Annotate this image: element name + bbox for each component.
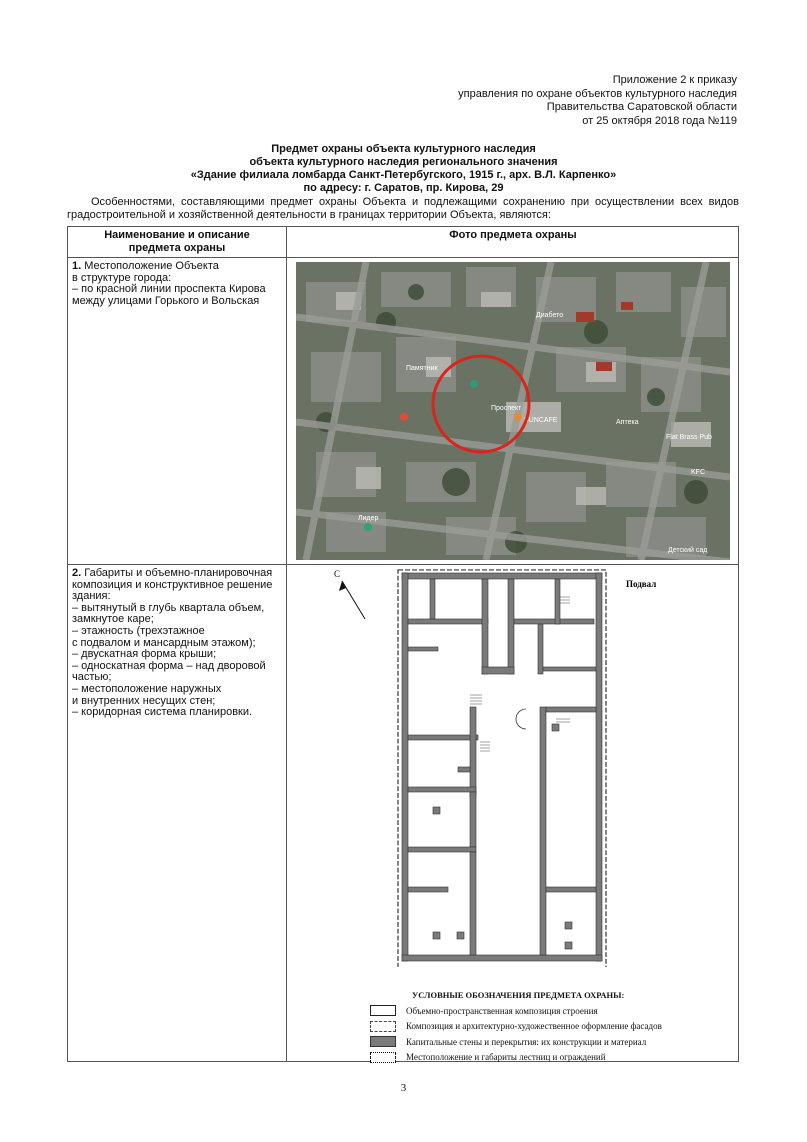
map-marker-icon bbox=[470, 380, 478, 388]
plan-label: Подвал bbox=[626, 579, 657, 589]
col1-header-line-1: Наименование и описание bbox=[104, 229, 250, 241]
legend-swatch-stairs bbox=[370, 1052, 396, 1063]
row2-line: Габариты и объемно-планировочная bbox=[84, 567, 273, 579]
row2-line: частью; bbox=[72, 671, 112, 684]
satellite-map bbox=[296, 262, 730, 560]
row2-line: – коридорная система планировки. bbox=[72, 706, 253, 719]
map-label: Памятник bbox=[406, 365, 438, 372]
title-line-3: «Здание филиала ломбарда Санкт-Петербугского, 1915 г., арх. В.Л. Карпенко» bbox=[190, 169, 617, 181]
legend-item-label: Композиция и архитектурно-художественное оформление фасадов bbox=[406, 1021, 662, 1032]
legend-title: УСЛОВНЫЕ ОБОЗНАЧЕНИЯ ПРЕДМЕТА ОХРАНЫ: bbox=[412, 990, 625, 1000]
title-line-1: Предмет охраны объекта культурного наследия bbox=[271, 143, 536, 155]
north-arrow-icon bbox=[334, 569, 365, 619]
row-divider bbox=[68, 564, 738, 565]
legend-item bbox=[370, 1034, 710, 1050]
map-label: KFC bbox=[691, 469, 705, 476]
map-label: Flat Brass Pub bbox=[666, 434, 712, 441]
map-marker-icon bbox=[514, 413, 522, 421]
map-marker-icon bbox=[364, 523, 372, 531]
protection-table bbox=[67, 226, 739, 1062]
map-marker-icon bbox=[400, 413, 408, 421]
appendix-line-2: управления по охране объектов культурного наследия bbox=[458, 87, 737, 100]
page-number: 3 bbox=[400, 1082, 407, 1094]
map-label: Проспект bbox=[491, 405, 522, 412]
legend-swatch-facade bbox=[370, 1021, 396, 1032]
map-label: Диабето bbox=[536, 312, 564, 319]
row2-line: и внутренних несущих стен; bbox=[72, 694, 216, 707]
map-label: SUNCAFE bbox=[524, 417, 558, 424]
legend-swatch-volume bbox=[370, 1005, 396, 1016]
row2-line: – двускатная форма крыши; bbox=[72, 648, 217, 661]
basement-floor-plan bbox=[330, 567, 710, 967]
row1-line: Местоположение Объекта bbox=[84, 260, 219, 272]
row2-number: 2. bbox=[72, 567, 82, 579]
legend-item-label: Местоположение и габариты лестниц и ограждений bbox=[406, 1052, 606, 1063]
header-divider bbox=[68, 257, 738, 258]
col1-header-line-2: предмета охраны bbox=[128, 241, 226, 254]
legend-item bbox=[370, 1050, 710, 1066]
legend-item bbox=[370, 1003, 710, 1019]
appendix-line-4: от 25 октября 2018 года №119 bbox=[582, 114, 737, 127]
appendix-header bbox=[458, 74, 737, 128]
document-title bbox=[0, 143, 807, 195]
map-label: Детский сад bbox=[668, 547, 708, 554]
row1-description bbox=[72, 261, 282, 307]
row2-line: композиция и конструктивное решение bbox=[72, 578, 273, 591]
row1-line: в структуре города: bbox=[72, 271, 172, 284]
title-line-4: по адресу: г. Саратов, пр. Кирова, 29 bbox=[303, 182, 504, 194]
legend-item-label: Объемно-пространственная композиция строения bbox=[406, 1005, 598, 1016]
legend-swatch-walls bbox=[370, 1036, 396, 1047]
row2-line: – односкатная форма – над дворовой bbox=[72, 659, 266, 672]
intro-paragraph: Особенностями, составляющими предмет охраны Объекта и подлежащими сохранению при осуществлении всех видов градостроительной и хозяйственной деятельности в границах территории Объекта, являются: bbox=[67, 196, 739, 221]
col1-header bbox=[68, 229, 286, 254]
row1-line: – по красной линии проспекта Кирова bbox=[72, 283, 266, 296]
map-label: Аптека bbox=[616, 419, 639, 426]
row2-description bbox=[72, 568, 282, 719]
appendix-line-3: Правительства Саратовской области bbox=[546, 101, 737, 114]
row1-number: 1. bbox=[72, 260, 82, 272]
col2-header: Фото предмета охраны bbox=[449, 229, 577, 241]
row1-line: между улицами Горького и Вольская bbox=[72, 294, 260, 307]
legend-item-label: Капитальные стены и перекрытия: их конструкции и материал bbox=[406, 1036, 647, 1047]
row2-line: замкнутое каре; bbox=[72, 613, 154, 626]
row2-line: – этажность (трехэтажное bbox=[72, 624, 205, 637]
satellite-map-image bbox=[296, 262, 730, 560]
column-divider bbox=[286, 227, 287, 1061]
appendix-line-1: Приложение 2 к приказу bbox=[612, 74, 737, 86]
plan-legend bbox=[370, 990, 710, 1065]
north-label: С bbox=[334, 569, 341, 579]
title-line-2: объекта культурного наследия регионального значения bbox=[249, 156, 558, 168]
map-label: Лидер bbox=[358, 515, 379, 522]
row2-line: – вытянутый в глубь квартала объем, bbox=[72, 601, 265, 614]
row2-line: с подвалом и мансардным этажом); bbox=[72, 636, 256, 649]
row2-line: здания: bbox=[72, 590, 111, 603]
row2-line: – местоположение наружных bbox=[72, 682, 222, 695]
legend-item bbox=[370, 1019, 710, 1035]
